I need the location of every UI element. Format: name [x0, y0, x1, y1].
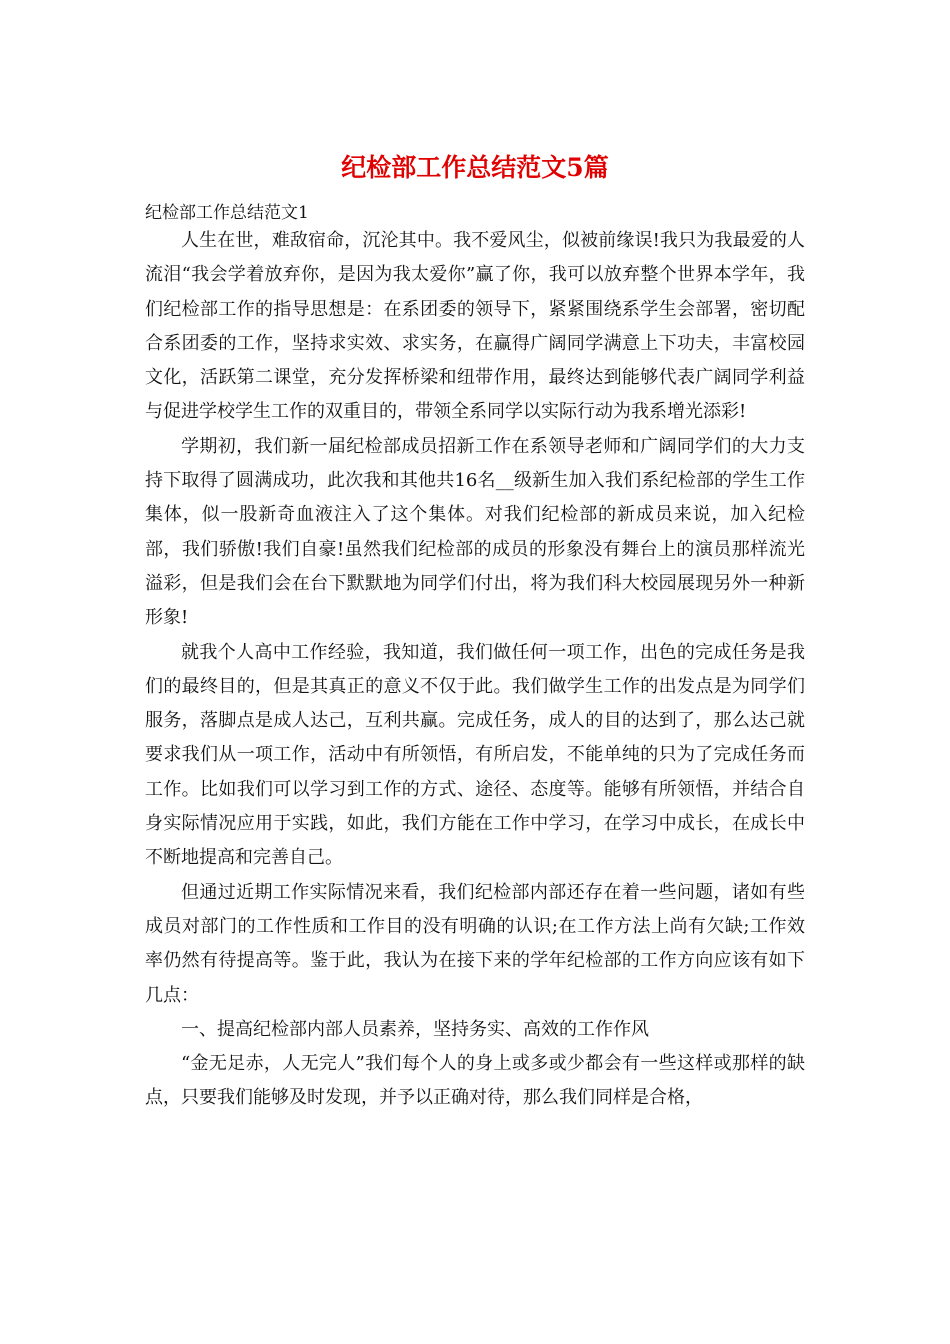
section-heading: 纪检部工作总结范文1	[145, 203, 309, 223]
document-body	[145, 224, 805, 1116]
paragraph-5: 一、提高纪检部内部人员素养，坚持务实、高效的工作作风	[181, 1018, 649, 1040]
paragraph-4: 但通过近期工作实际情况来看，我们纪检部内部还存在着一些问题，诸如有些成员对部门的工作性质和工作目的没有明确的认识;在工作方法上尚有欠缺;工作效率仍然有待提高等。鉴于此，我认为在接下来的学年纪检部的工作方向应该有如下几点：	[145, 881, 805, 1006]
paragraph-2: 学期初，我们新一届纪检部成员招新工作在系领导老师和广阔同学们的大力支持下取得了圆满成功，此次我和其他共16名__级新生加入我们系纪检部的学生工作集体，似一股新奇血液注入了这个集体。对我们纪检部的新成员来说，加入纪检部，我们骄傲!我们自豪!虽然我们纪检部的成员的形象没有舞台上的演员那样流光溢彩，但是我们会在台下默默地为同学们付出，将为我们科大校园展现另外一种新形象!	[145, 435, 805, 629]
paragraph-6: “金无足赤，人无完人”我们每个人的身上或多或少都会有一些这样或那样的缺点，只要我们能够及时发现，并予以正确对待，那么我们同样是合格，	[145, 1053, 805, 1109]
document-title: 纪检部工作总结范文5篇	[341, 153, 609, 182]
paragraph-3: 就我个人高中工作经验，我知道，我们做任何一项工作，出色的完成任务是我们的最终目的，但是其真正的意义不仅于此。我们做学生工作的出发点是为同学们服务，落脚点是成人达己，互利共赢。完成任务，成人的目的达到了，那么达己就要求我们从一项工作，活动中有所领悟，有所启发，不能单纯的只为了完成任务而工作。比如我们可以学习到工作的方式、途径、态度等。能够有所领悟，并结合自身实际情况应用于实践，如此，我们方能在工作中学习，在学习中成长，在成长中不断地提高和完善自己。	[145, 641, 805, 869]
paragraph-1: 人生在世，难敌宿命，沉沦其中。我不爱风尘，似被前缘误!我只为我最爱的人流泪“我会学着放弃你，是因为我太爱你”赢了你，我可以放弃整个世界本学年，我们纪检部工作的指导思想是：在系团委的领导下，紧紧围绕系学生会部署，密切配合系团委的工作，坚持求实效、求实务，在赢得广阔同学满意上下功夫，丰富校园文化，活跃第二课堂，充分发挥桥梁和纽带作用，最终达到能够代表广阔同学利益与促进学校学生工作的双重目的，带领全系同学以实际行动为我系增光添彩!	[145, 230, 805, 423]
